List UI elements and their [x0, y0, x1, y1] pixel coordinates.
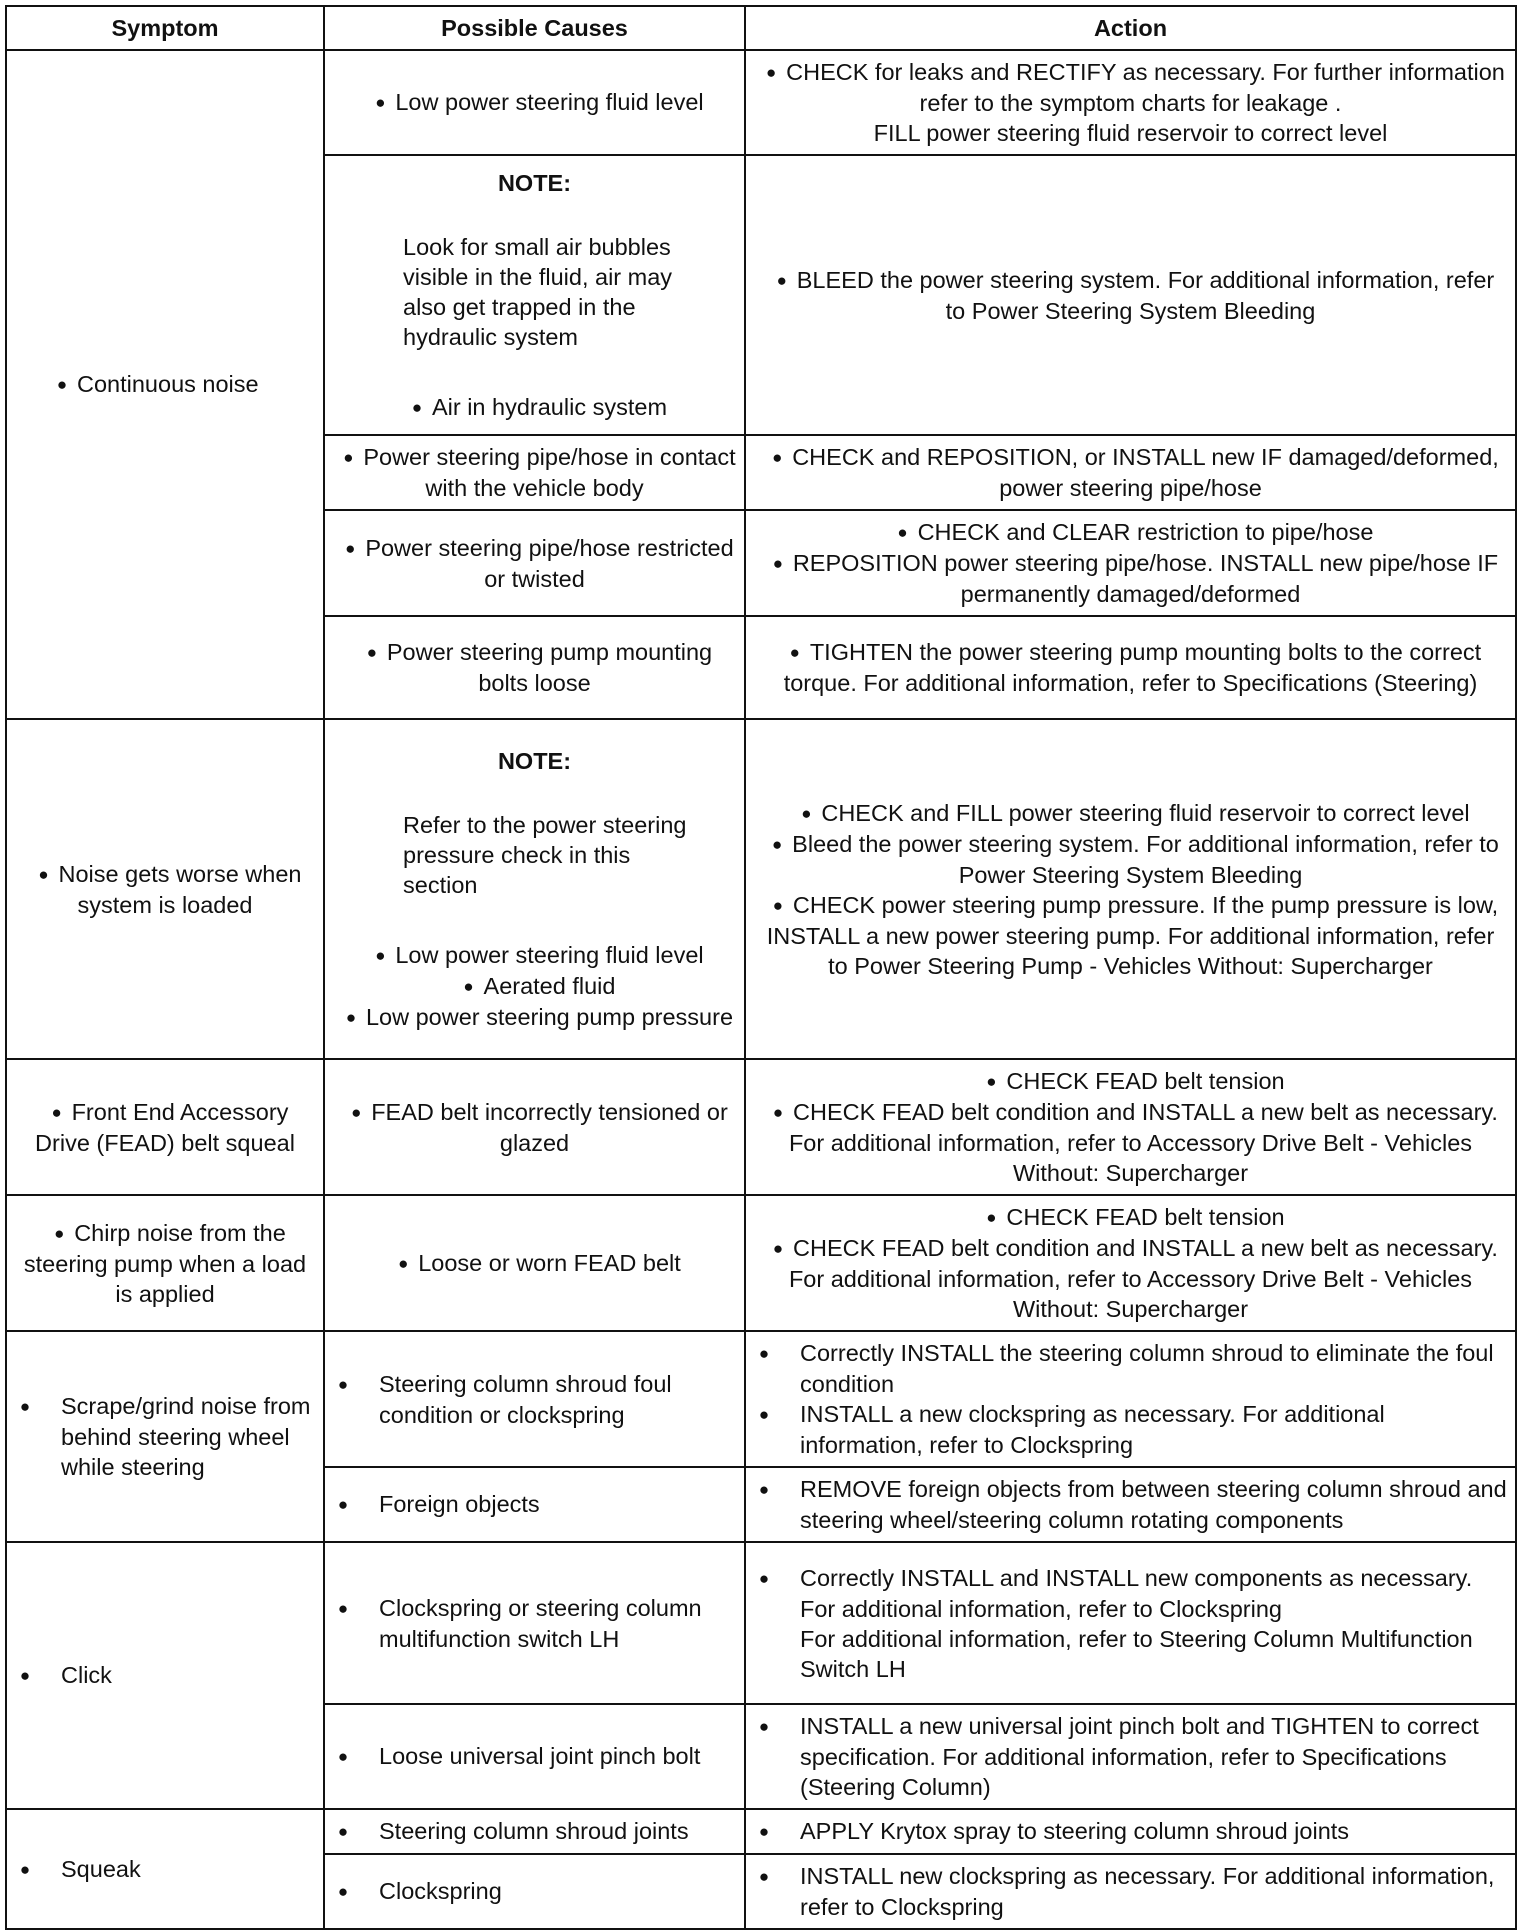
action-cell	[745, 1704, 1516, 1809]
cause-cell	[324, 1704, 745, 1809]
bullet-icon	[762, 831, 792, 857]
bullet-icon	[764, 1713, 800, 1739]
cause-text: Aerated fluid	[483, 972, 616, 999]
action-text: CHECK FEAD belt tension	[1006, 1204, 1285, 1230]
bullet-icon	[763, 1235, 793, 1261]
action-text: APPLY Krytox spray to steering column shroud joints	[800, 1818, 1350, 1844]
action-cell	[745, 435, 1516, 510]
bullet-icon	[343, 1595, 379, 1621]
action-text: BLEED the power steering system. For additional information, refer to Power Steering System Bleeding	[796, 266, 1495, 324]
action-cell	[745, 510, 1516, 616]
bullet-icon	[25, 1856, 61, 1882]
symptom-text: Front End Accessory Drive (FEAD) belt squeal	[35, 1098, 295, 1156]
symptom-cell	[6, 1195, 324, 1331]
table-row	[6, 50, 1516, 155]
bullet-icon	[763, 1099, 793, 1125]
action-cell	[745, 1059, 1516, 1195]
bullet-icon	[791, 800, 821, 826]
action-text: INSTALL a new clockspring as necessary. For additional information, refer to Clockspring	[800, 1401, 1385, 1458]
bullet-icon	[365, 942, 395, 968]
symptom-chart-table	[5, 5, 1517, 1930]
action-text: CHECK FEAD belt condition and INSTALL a new belt as necessary. For additional information, refer to Accessory Drive Belt - Vehicles Without: Supercharger	[788, 1099, 1498, 1186]
cause-cell	[324, 510, 745, 616]
table-row	[6, 1195, 1516, 1331]
action-text: For additional information, refer to Steering Column Multifunction Switch LH	[800, 1625, 1473, 1682]
action-text: CHECK and REPOSITION, or INSTALL new IF damaged/deformed, power steering pipe/hose	[792, 444, 1499, 501]
cause-text: Power steering pipe/hose restricted or twisted	[365, 534, 734, 592]
cause-text: Steering column shroud joints	[379, 1818, 689, 1844]
action-text: INSTALL a new universal joint pinch bolt and TIGHTEN to correct specification. For additional information, refer to Specifications (Steering Column)	[800, 1713, 1479, 1800]
action-cell	[745, 1331, 1516, 1467]
bullet-icon	[333, 444, 363, 470]
table-row	[6, 1809, 1516, 1854]
symptom-text: Click	[61, 1662, 112, 1688]
header-action: Action	[745, 6, 1516, 50]
bullet-icon	[763, 550, 793, 576]
bullet-icon	[388, 1250, 418, 1276]
header-row	[6, 6, 1516, 50]
action-cell	[745, 1195, 1516, 1331]
bullet-icon	[29, 861, 59, 887]
cause-cell	[324, 719, 745, 1059]
bullet-icon	[365, 89, 395, 115]
action-text: CHECK FEAD belt tension	[1006, 1068, 1285, 1094]
action-cell	[745, 616, 1516, 719]
bullet-icon	[976, 1204, 1006, 1230]
bullet-icon	[756, 59, 786, 85]
bullet-icon	[454, 973, 484, 999]
action-cell	[745, 155, 1516, 435]
action-text: CHECK and FILL power steering fluid reservoir to correct level	[821, 799, 1470, 826]
cause-cell	[324, 1195, 745, 1331]
bullet-icon	[343, 1371, 379, 1397]
note-text: Refer to the power steering pressure check in this section	[403, 811, 687, 898]
bullet-icon	[343, 1743, 379, 1769]
cause-text: Air in hydraulic system	[431, 393, 668, 420]
bullet-icon	[764, 1818, 800, 1844]
action-text: REMOVE foreign objects from between steering column shroud and steering wheel/steering column rotating components	[800, 1476, 1507, 1533]
bullet-icon	[336, 1004, 366, 1030]
bullet-icon	[764, 1476, 800, 1502]
action-text: CHECK and CLEAR restriction to pipe/hose	[917, 519, 1374, 545]
bullet-icon	[764, 1863, 800, 1889]
cause-text: Low power steering fluid level	[395, 89, 704, 115]
action-cell	[745, 1467, 1516, 1542]
cause-cell	[324, 155, 745, 435]
symptom-cell	[6, 1542, 324, 1809]
action-text: Bleed the power steering system. For additional information, refer to Power Steering System Bleeding	[792, 830, 1499, 888]
bullet-icon	[764, 1401, 800, 1427]
bullet-icon	[42, 1099, 72, 1125]
bullet-icon	[343, 1878, 379, 1904]
symptom-cell	[6, 1331, 324, 1542]
action-text: TIGHTEN the power steering pump mounting bolts to the correct torque. For additional information, refer to Specifications (Steering)	[783, 639, 1482, 696]
cause-cell	[324, 1467, 745, 1542]
bullet-icon	[25, 1393, 61, 1419]
action-text: Correctly INSTALL and INSTALL new components as necessary. For additional information, refer to Clockspring	[800, 1564, 1473, 1622]
cause-text: Clockspring	[379, 1878, 502, 1904]
bullet-icon	[25, 1662, 61, 1688]
action-text: CHECK FEAD belt condition and INSTALL a new belt as necessary. For additional information, refer to Accessory Drive Belt - Vehicles Without: Supercharger	[788, 1235, 1498, 1322]
diagnosis-document	[5, 5, 1515, 1930]
cause-text: Clockspring or steering column multifunction switch LH	[379, 1594, 702, 1652]
cause-cell	[324, 50, 745, 155]
symptom-text: Squeak	[61, 1855, 141, 1882]
action-cell	[745, 1809, 1516, 1854]
action-text: Correctly INSTALL the steering column shroud to eliminate the foul condition	[800, 1340, 1494, 1397]
action-text: CHECK power steering pump pressure. If the pump pressure is low, INSTALL a new power steering pump. For additional information, refer to Power Steering Pump - Vehicles Without: Supercharger	[766, 891, 1499, 979]
cause-text: Power steering pipe/hose in contact with the vehicle body	[363, 444, 736, 501]
cause-text: Power steering pump mounting bolts loose	[386, 639, 713, 696]
note-text: Look for small air bubbles visible in the fluid, air may also get trapped in the hydraulic system	[403, 233, 673, 350]
table-row	[6, 1542, 1516, 1704]
bullet-icon	[47, 371, 77, 397]
action-cell	[745, 50, 1516, 155]
bullet-icon	[341, 1099, 371, 1125]
cause-text: Steering column shroud foul condition or clockspring	[379, 1370, 672, 1428]
note-label: NOTE:	[497, 169, 572, 196]
bullet-icon	[767, 267, 797, 293]
bullet-icon	[764, 1340, 800, 1366]
bullet-icon	[780, 639, 810, 665]
cause-cell	[324, 616, 745, 719]
note-label: NOTE:	[497, 747, 572, 774]
symptom-text: Continuous noise	[77, 371, 259, 397]
header-causes: Possible Causes	[324, 6, 745, 50]
table-row	[6, 719, 1516, 1059]
symptom-cell	[6, 719, 324, 1059]
action-cell	[745, 1542, 1516, 1704]
cause-text: Low power steering fluid level	[395, 941, 704, 968]
cause-cell	[324, 1809, 745, 1854]
bullet-icon	[763, 892, 793, 918]
symptom-text: Scrape/grind noise from behind steering wheel while steering	[61, 1393, 311, 1480]
cause-cell	[324, 1542, 745, 1704]
action-text: CHECK for leaks and RECTIFY as necessary. For further information refer to the symptom charts for leakage .	[786, 59, 1505, 116]
cause-cell	[324, 1331, 745, 1467]
bullet-icon	[343, 1491, 379, 1517]
table-row	[6, 1331, 1516, 1467]
symptom-text: Noise gets worse when system is loaded	[58, 860, 302, 918]
bullet-icon	[764, 1565, 800, 1591]
symptom-text: Chirp noise from the steering pump when a load is applied	[23, 1219, 307, 1307]
cause-text: Low power steering pump pressure	[365, 1003, 734, 1030]
action-cell	[745, 719, 1516, 1059]
table-row	[6, 1059, 1516, 1195]
cause-text: FEAD belt incorrectly tensioned or glazed	[371, 1098, 728, 1156]
cause-text: Loose universal joint pinch bolt	[379, 1743, 701, 1769]
action-text: INSTALL new clockspring as necessary. For additional information, refer to Clockspring	[800, 1863, 1495, 1920]
bullet-icon	[335, 535, 365, 561]
symptom-cell	[6, 1059, 324, 1195]
cause-cell	[324, 1059, 745, 1195]
bullet-icon	[357, 639, 387, 665]
cause-cell	[324, 1854, 745, 1929]
cause-cell	[324, 435, 745, 510]
bullet-icon	[44, 1220, 74, 1246]
bullet-icon	[402, 394, 432, 420]
cause-text: Loose or worn FEAD belt	[418, 1249, 681, 1276]
action-cell	[745, 1854, 1516, 1929]
bullet-icon	[762, 444, 792, 470]
bullet-icon	[343, 1818, 379, 1844]
action-text: FILL power steering fluid reservoir to correct level	[873, 120, 1388, 146]
action-text: REPOSITION power steering pipe/hose. INSTALL new pipe/hose IF permanently damaged/deformed	[792, 550, 1499, 607]
header-symptom: Symptom	[6, 6, 324, 50]
bullet-icon	[976, 1068, 1006, 1094]
symptom-cell	[6, 1809, 324, 1929]
cause-text: Foreign objects	[379, 1491, 540, 1517]
symptom-cell	[6, 50, 324, 719]
bullet-icon	[888, 519, 918, 545]
